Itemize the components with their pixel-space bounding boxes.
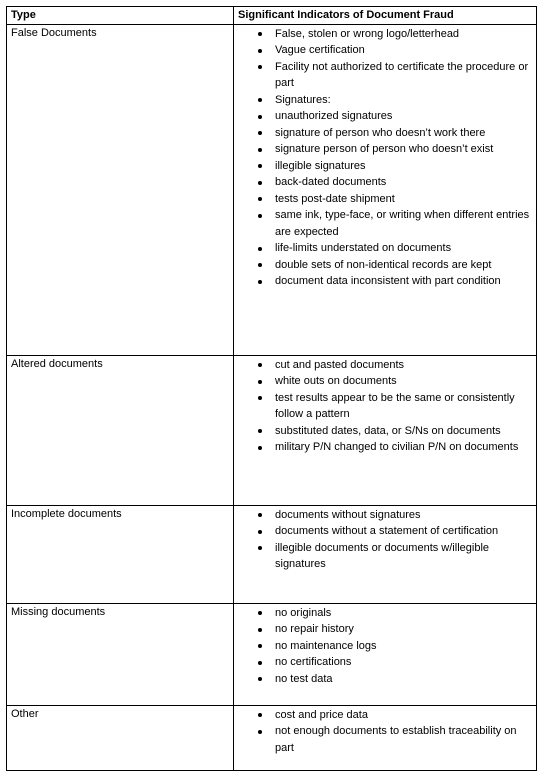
list-item: tests post-date shipment (275, 191, 532, 208)
table-row (7, 705, 537, 770)
fraud-indicators-table (6, 6, 537, 771)
list-item: no maintenance logs (275, 638, 532, 655)
indicator-list (238, 26, 532, 290)
indicators-cell (234, 603, 537, 705)
list-item: illegible signatures (275, 158, 532, 175)
indicator-list (238, 605, 532, 688)
list-item: no originals (275, 605, 532, 622)
list-item: documents without a statement of certification (275, 523, 532, 540)
list-item: documents without signatures (275, 507, 532, 524)
type-cell: Altered documents (7, 355, 234, 505)
list-item: illegible documents or documents w/illegible signatures (275, 540, 532, 573)
indicator-list (238, 507, 532, 573)
table-row (7, 24, 537, 355)
type-cell: Missing documents (7, 603, 234, 705)
list-item: double sets of non-identical records are kept (275, 257, 532, 274)
indicators-cell (234, 705, 537, 770)
list-item: Signatures: (275, 92, 532, 109)
table-row (7, 355, 537, 505)
list-item: document data inconsistent with part condition (275, 273, 532, 290)
table-row (7, 603, 537, 705)
list-item: no test data (275, 671, 532, 688)
type-cell: False Documents (7, 24, 234, 355)
list-item: no certifications (275, 654, 532, 671)
list-item: test results appear to be the same or consistently follow a pattern (275, 390, 532, 423)
list-item: same ink, type-face, or writing when different entries are expected (275, 207, 532, 240)
list-item: unauthorized signatures (275, 108, 532, 125)
list-item: white outs on documents (275, 373, 532, 390)
header-indicators: Significant Indicators of Document Fraud (234, 7, 537, 25)
list-item: life-limits understated on documents (275, 240, 532, 257)
list-item: signature of person who doesn’t work there (275, 125, 532, 142)
list-item: substituted dates, data, or S/Ns on documents (275, 423, 532, 440)
list-item: False, stolen or wrong logo/letterhead (275, 26, 532, 43)
list-item: Vague certification (275, 42, 532, 59)
indicator-list (238, 357, 532, 456)
list-item: back-dated documents (275, 174, 532, 191)
header-row (7, 7, 537, 25)
indicators-cell (234, 505, 537, 603)
list-item: Facility not authorized to certificate the procedure or part (275, 59, 532, 92)
type-cell: Other (7, 705, 234, 770)
table-row (7, 505, 537, 603)
list-item: no repair history (275, 621, 532, 638)
list-item: cut and pasted documents (275, 357, 532, 374)
header-type: Type (7, 7, 234, 25)
list-item: not enough documents to establish traceability on part (275, 723, 532, 756)
list-item: military P/N changed to civilian P/N on documents (275, 439, 532, 456)
indicators-cell (234, 355, 537, 505)
list-item: cost and price data (275, 707, 532, 724)
list-item: signature person of person who doesn’t exist (275, 141, 532, 158)
indicator-list (238, 707, 532, 757)
type-cell: Incomplete documents (7, 505, 234, 603)
indicators-cell (234, 24, 537, 355)
